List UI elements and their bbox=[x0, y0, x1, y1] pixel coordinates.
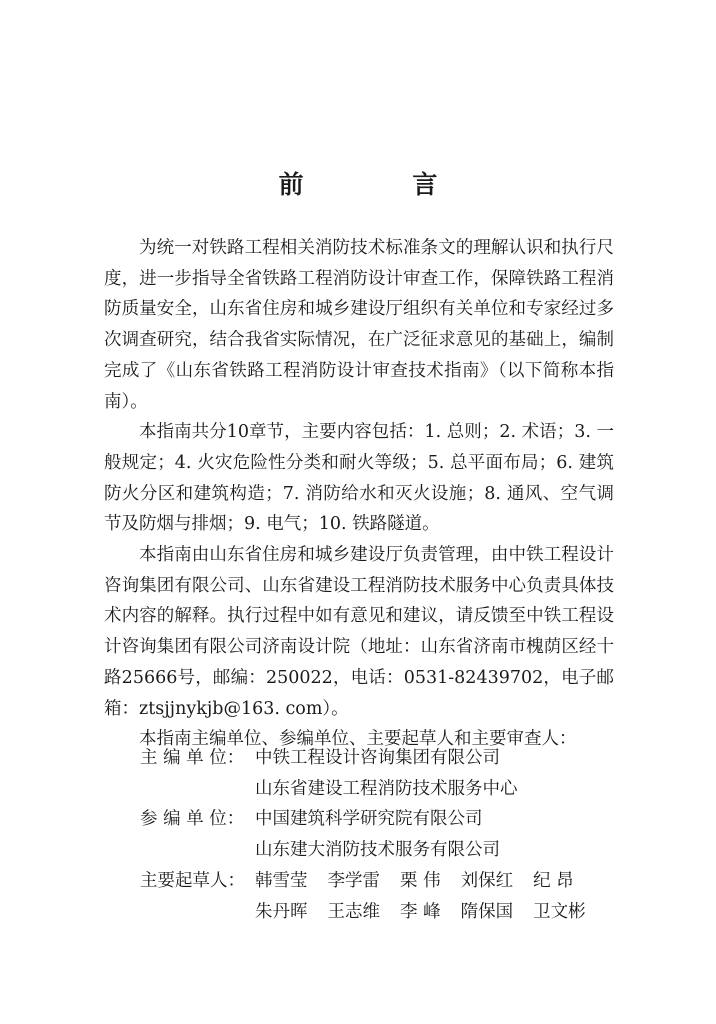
drafter-name: 王志维 bbox=[327, 901, 380, 922]
drafters-label: 主要起草人： bbox=[140, 870, 245, 891]
drafter-name: 栗 伟 bbox=[400, 870, 441, 891]
paragraph-contents: 本指南共分10章节，主要内容包括：1. 总则；2. 术语；3. 一般规定；4. 火灾危险性分类和耐火等级；5. 总平面布局；6. 建筑防火分区和建筑构造；7. 消防给水和灭火设施；8. 通风、空气调节及防烟与排烟；9. 电气；10. 铁路隧道。 bbox=[104, 422, 614, 535]
drafters-row-2 bbox=[140, 897, 606, 928]
drafter-name: 纪 昂 bbox=[533, 870, 574, 891]
chief-unit-1: 中铁工程设计咨询集团有限公司 bbox=[255, 748, 500, 768]
chief-unit-row bbox=[140, 743, 606, 774]
drafters-row-1 bbox=[140, 866, 606, 897]
page-title: 前 言 bbox=[278, 170, 488, 199]
chief-unit-label: 主 编 单 位： bbox=[140, 748, 245, 768]
paragraph-contributors-intro: 本指南主编单位、参编单位、主要起草人和主要审查人： bbox=[139, 729, 577, 750]
co-unit-label: 参 编 单 位： bbox=[140, 809, 245, 830]
co-unit-1: 中国建筑科学研究院有限公司 bbox=[255, 809, 483, 830]
drafter-name: 隋保国 bbox=[460, 901, 514, 922]
drafter-name: 卫文彬 bbox=[533, 901, 586, 922]
contributors-list bbox=[140, 743, 606, 927]
preface-body bbox=[104, 233, 614, 755]
drafter-name: 李 峰 bbox=[400, 901, 441, 922]
paragraph-management: 本指南由山东省住房和城乡建设厅负责管理，由中铁工程设计咨询集团有限公司、山东省建设工程消防技术服务中心负责具体技术内容的解释。执行过程中如有意见和建议，请反馈至中铁工程设计咨询集团有限公司济南设计院（地址：山东省济南市槐荫区经十路25666号，邮编：250022，电话：0531-82439702，电子邮箱：ztsjjnykjb@163. com）。 bbox=[104, 545, 614, 719]
drafter-name: 李学雷 bbox=[327, 870, 380, 891]
chief-unit-2: 山东省建设工程消防技术服务中心 bbox=[255, 778, 518, 799]
chief-unit-row-2 bbox=[140, 774, 606, 805]
drafter-name: 韩雪莹 bbox=[255, 870, 308, 891]
drafter-name: 朱丹晖 bbox=[255, 901, 308, 922]
co-unit-row-2 bbox=[140, 835, 606, 866]
paragraph-purpose: 为统一对铁路工程相关消防技术标准条文的理解认识和执行尺度，进一步指导全省铁路工程消防设计审查工作，保障铁路工程消防质量安全，山东省住房和城乡建设厅组织有关单位和专家经过多次调查研究，结合我省实际情况，在广泛征求意见的基础上，编制完成了《山东省铁路工程消防设计审查技术指南》（以下简称本指南）。 bbox=[104, 238, 614, 412]
co-unit-row bbox=[140, 804, 606, 835]
drafter-name: 刘保红 bbox=[460, 870, 514, 891]
co-unit-2: 山东建大消防技术服务有限公司 bbox=[255, 840, 500, 861]
